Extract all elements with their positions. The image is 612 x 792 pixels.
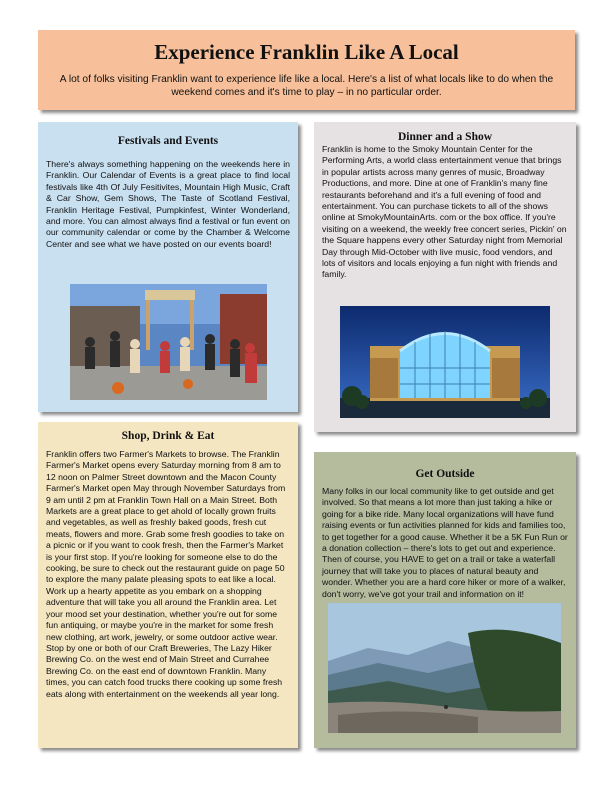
intro-text: A lot of folks visiting Franklin want to experience life like a local. Here's a list of what locals like to do when the weekend comes and it's time to play – in no particular order. xyxy=(59,74,554,98)
festival-photo xyxy=(70,284,267,400)
header-banner xyxy=(38,30,575,110)
page-title: Experience Franklin Like A Local xyxy=(154,40,459,64)
dinner-section xyxy=(314,122,576,432)
outside-title: Get Outside xyxy=(415,468,475,480)
festivals-title: Festivals and Events xyxy=(117,135,219,147)
mountain-photo xyxy=(328,603,561,733)
shop-section xyxy=(38,422,298,748)
outside-section xyxy=(314,452,576,748)
dinner-body: Franklin is home to the Smoky Mountain Center for the Performing Arts, a world class entertainment venue that brings in popular artists across many genres of music, Broadway Productions, and more. Dine at one of Franklin's many fine restaurants beforehand and it's a full evening of food and entertainment. You can purchase tickets to all of the shows online at SmokyMountainArts. com or the box office. If you're visiting on a weekend, the weekly free concert series, Pickin' on the Square happens every other Saturday night from Memorial Day through Mid-October with live music, food vendors, and lots of visitors and locals enjoying a fun night with friends and family. xyxy=(322,144,567,280)
shop-body: Franklin offers two Farmer's Markets to browse. The Franklin Farmer's Market opens every Saturday morning from 8 am to 12 noon on Palmer Street downtown and the Macon County Farmer's Market open May through November Saturdays from 9 am until 2 pm at Franklin Town Hall on a Main Street. Both Markets are a great place to get ahold of locally grown fruits and vegetables, as well as freshly baked goods, fresh cut meats, flowers and more. Grab some fresh goodies to take on a picnic or if you want to cook fresh, then the Farmer's Market is your first stop. If you're looking for someone else to do the cooking, be sure to check out the restaurant guide on page 50 to explore the many palate pleasing spots to eat like a local. Work up a hearty appetite as you embark on a shopping adventure that will take you all around the Franklin area. Let your mood set your destination, whether you're out for some fun antiquing, or maybe you're in the market for some fresh new clothing, art work, jewelry, or some outdoor active wear. Stop by one or both of our Craft Breweries, The Lazy Hiker Brewing Co. on the west end of Main Street and Currahee Brewing Co. on the east end of downtown Franklin. Many times, you can catch food trucks there cooking up some fresh eats along with entertainment on the weekends all year long. xyxy=(46,449,286,699)
outside-body: Many folks in our local community like to get outside and get involved. So that means a lot more than just taking a hike or going for a bike ride. Many local organizations will have fund raising events or fun activities planned for kids and families too, to get together for a good cause. Whether it be a 5K Fun Run or a donation collection – there's lots to get out and experience. Then of course, you HAVE to get on a trail or take a waterfall journey that will take you to places of natural beauty and wonder. Whether you are a hard core hiker or more of a walker, don't worry, we've got your trail and information on it! xyxy=(322,486,568,599)
shop-title: Shop, Drink & Eat xyxy=(121,430,215,442)
festivals-body: There's always something happening on the weekends here in Franklin. Our Calendar of Events is a great place to find local festivals like 4th Of July Fesitivites, Mountain High Music, Craft & Car Show, Gem Shows, The Taste of Scotland Festival, Franklin Heritage Festival, Pumpkinfest, Winter Wonderland, and more. You can almost always find a festival or fun event on our community calendar or come by the Chamber & Welcome Center and see what we have posted on our events board! xyxy=(46,159,290,249)
dinner-title: Dinner and a Show xyxy=(397,131,493,143)
theater-photo xyxy=(340,306,550,418)
festivals-section xyxy=(38,122,298,412)
